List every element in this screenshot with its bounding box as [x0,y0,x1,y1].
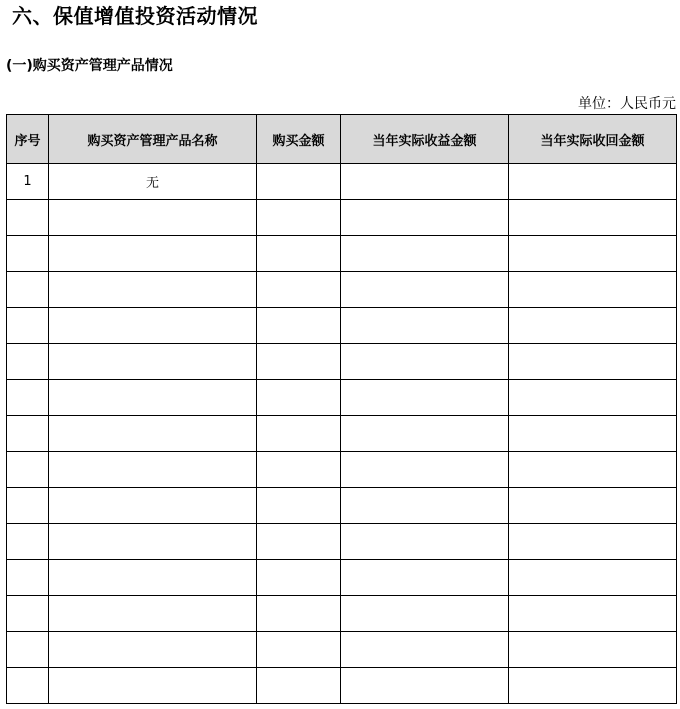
table-row [7,200,677,236]
cell-actual-recovered [509,164,677,200]
cell-seq [7,236,49,272]
cell-seq [7,200,49,236]
cell-seq [7,524,49,560]
table-header-row [7,115,677,164]
cell-actual-income [341,236,509,272]
cell-purchase-amount [257,200,341,236]
cell-purchase-amount [257,488,341,524]
cell-purchase-amount [257,380,341,416]
header-product-name: 购买资产管理产品名称 [49,115,257,164]
cell-actual-income [341,344,509,380]
cell-seq [7,560,49,596]
section-title: (一)购买资产管理产品情况 [6,58,173,74]
table-row [7,596,677,632]
cell-product-name [49,272,257,308]
cell-purchase-amount [257,416,341,452]
table-row [7,668,677,704]
cell-actual-recovered [509,272,677,308]
cell-actual-recovered [509,200,677,236]
cell-product-name [49,452,257,488]
cell-actual-income [341,416,509,452]
cell-actual-income [341,524,509,560]
table-row [7,272,677,308]
header-actual-recovered: 当年实际收回金额 [509,115,677,164]
cell-product-name [49,344,257,380]
table-row [7,344,677,380]
cell-actual-recovered [509,668,677,704]
cell-seq [7,632,49,668]
cell-product-name [49,236,257,272]
cell-product-name [49,632,257,668]
cell-actual-income [341,632,509,668]
cell-purchase-amount [257,236,341,272]
table-row [7,488,677,524]
cell-seq [7,668,49,704]
cell-product-name [49,416,257,452]
cell-seq [7,452,49,488]
page-title: 六、保值增值投资活动情况 [12,4,258,28]
cell-actual-recovered [509,452,677,488]
cell-purchase-amount [257,272,341,308]
cell-product-name [49,308,257,344]
cell-seq [7,272,49,308]
cell-purchase-amount [257,668,341,704]
header-purchase-amount: 购买金额 [257,115,341,164]
cell-purchase-amount [257,164,341,200]
cell-purchase-amount [257,308,341,344]
cell-actual-recovered [509,308,677,344]
unit-label: 单位：人民币元 [578,96,676,112]
cell-purchase-amount [257,560,341,596]
cell-purchase-amount [257,344,341,380]
cell-actual-income [341,488,509,524]
table-row [7,380,677,416]
asset-products-table [6,114,677,704]
cell-actual-income [341,668,509,704]
table-row [7,524,677,560]
cell-actual-recovered [509,488,677,524]
table-row [7,416,677,452]
cell-seq [7,416,49,452]
cell-actual-recovered [509,524,677,560]
cell-purchase-amount [257,524,341,560]
table-row [7,632,677,668]
table-row [7,236,677,272]
table-body [7,164,677,704]
cell-seq [7,380,49,416]
cell-product-name [49,524,257,560]
table-row [7,164,677,200]
cell-actual-income [341,596,509,632]
cell-actual-income [341,164,509,200]
cell-actual-recovered [509,416,677,452]
table-row [7,308,677,344]
cell-actual-income [341,308,509,344]
cell-seq [7,488,49,524]
cell-product-name [49,200,257,236]
table-row [7,452,677,488]
cell-product-name [49,380,257,416]
cell-seq [7,344,49,380]
cell-actual-recovered [509,236,677,272]
cell-purchase-amount [257,596,341,632]
table-row [7,560,677,596]
cell-actual-recovered [509,344,677,380]
cell-seq [7,308,49,344]
cell-actual-recovered [509,560,677,596]
cell-purchase-amount [257,452,341,488]
cell-seq [7,596,49,632]
cell-actual-recovered [509,632,677,668]
cell-actual-income [341,200,509,236]
cell-product-name [49,560,257,596]
cell-product-name: 无 [49,164,257,200]
cell-purchase-amount [257,632,341,668]
cell-product-name [49,596,257,632]
cell-actual-income [341,272,509,308]
cell-seq: 1 [7,164,49,200]
header-seq: 序号 [7,115,49,164]
cell-actual-income [341,560,509,596]
cell-actual-income [341,452,509,488]
cell-actual-income [341,380,509,416]
cell-actual-recovered [509,596,677,632]
header-actual-income: 当年实际收益金额 [341,115,509,164]
cell-product-name [49,668,257,704]
cell-product-name [49,488,257,524]
cell-actual-recovered [509,380,677,416]
